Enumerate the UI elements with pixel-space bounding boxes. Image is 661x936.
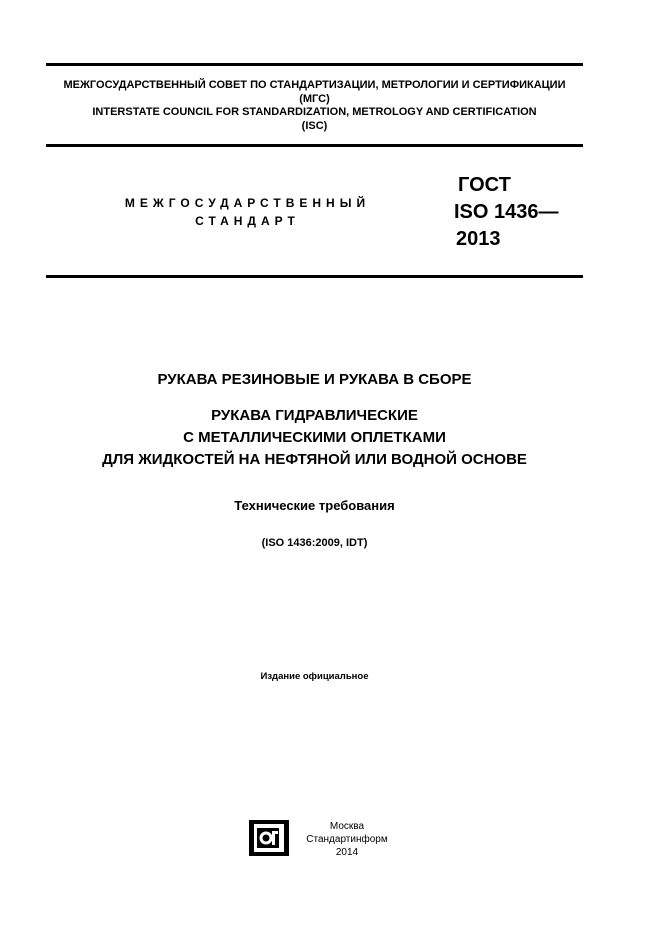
publisher-name: Стандартинформ xyxy=(306,834,388,845)
designation-year: 2013 xyxy=(456,228,501,250)
standard-designation xyxy=(454,172,559,253)
designation-gost: ГОСТ xyxy=(458,174,511,196)
publisher-city: Москва xyxy=(329,821,365,832)
title-line4: ДЛЯ ЖИДКОСТЕЙ НА НЕФТЯНОЙ ИЛИ ВОДНОЙ ОСНОВЕ xyxy=(102,451,527,468)
document-subtitle: Технические требования xyxy=(234,498,395,513)
publisher-logo xyxy=(249,820,289,856)
edition-note: Издание официальное xyxy=(260,671,369,682)
document-title-sub xyxy=(46,405,583,471)
title-line3: С МЕТАЛЛИЧЕСКИМИ ОПЛЕТКАМИ xyxy=(183,429,446,446)
council-abbr-ru: (МГС) xyxy=(299,92,330,105)
standard-type-line1: МЕЖГОСУДАРСТВЕННЫЙ xyxy=(124,196,371,210)
publisher-logo-icon xyxy=(249,820,289,856)
iso-reference: (ISO 1436:2009, IDT) xyxy=(261,537,368,549)
title-line2: РУКАВА ГИДРАВЛИЧЕСКИЕ xyxy=(211,407,418,424)
standard-type xyxy=(110,194,385,230)
council-abbr-en: (ISC) xyxy=(301,119,328,132)
publisher-info xyxy=(294,820,400,859)
standard-type-line2: СТАНДАРТ xyxy=(195,214,300,228)
header-rule xyxy=(46,144,583,147)
designation-rule xyxy=(46,275,583,278)
publisher-year: 2014 xyxy=(335,847,359,858)
council-name-en: INTERSTATE COUNCIL FOR STANDARDIZATION, METROLOGY AND CERTIFICATION xyxy=(92,106,537,118)
council-header xyxy=(46,79,583,133)
designation-number: ISO 1436— xyxy=(454,201,559,223)
document-title-main: РУКАВА РЕЗИНОВЫЕ И РУКАВА В СБОРЕ xyxy=(157,371,472,388)
top-rule xyxy=(46,63,583,66)
council-name-ru: МЕЖГОСУДАРСТВЕННЫЙ СОВЕТ ПО СТАНДАРТИЗАЦИИ, МЕТРОЛОГИИ И СЕРТИФИКАЦИИ xyxy=(63,79,566,91)
